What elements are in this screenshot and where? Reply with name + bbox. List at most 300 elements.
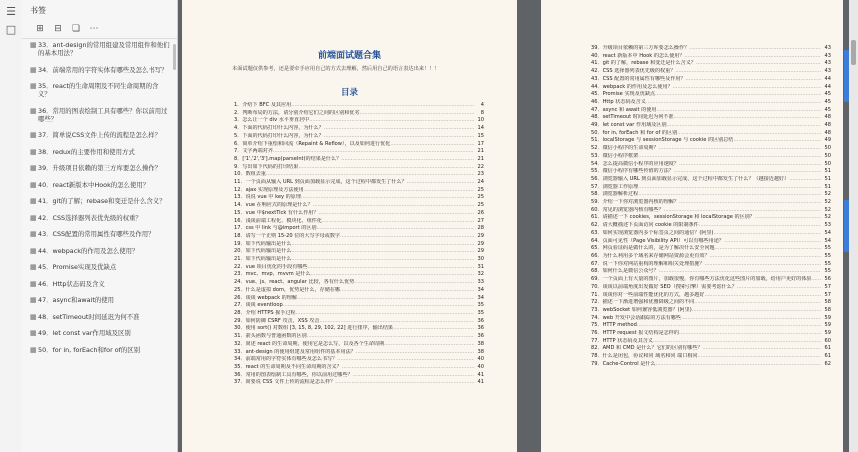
toc-entry[interactable] (234, 164, 484, 172)
toc-page-number: 48 (824, 129, 831, 136)
toc-entry[interactable] (591, 284, 831, 292)
toc-entry[interactable] (234, 225, 484, 233)
toc-entry-title: 57．浏览器工作原理 (591, 183, 639, 190)
toc-entry[interactable] (591, 261, 831, 269)
toc-leader-dots (311, 271, 474, 279)
toc-entry-title: 5．下面的代码打印什么内容，为什么？ (234, 132, 324, 139)
bookmarks-sidebar (22, 0, 178, 452)
toc-entry[interactable] (591, 330, 831, 338)
bookmark-icon: ▦ (30, 329, 37, 337)
toc-page-number: 55 (824, 268, 831, 275)
toc-leader-dots (390, 141, 474, 149)
toc-entry-title: 77．HTTP 状态码及其含义 (591, 337, 653, 344)
toc-entry[interactable] (591, 114, 831, 122)
toc-leader-dots (304, 187, 474, 195)
toc-leader-dots (655, 91, 821, 99)
toc-leader-dots (656, 361, 821, 369)
toc-leader-dots (384, 341, 474, 349)
bookmark-item[interactable] (22, 329, 177, 337)
bookmark-icon: ▦ (30, 82, 37, 90)
toc-entry[interactable] (234, 117, 484, 125)
bookmark-icon: ▦ (30, 346, 37, 354)
toc-entry[interactable] (234, 333, 484, 341)
toc-leader-dots (317, 225, 474, 233)
toc-entry-title: 40．react 新版本中 Hook 的怎么使用？ (591, 52, 685, 59)
toc-entry[interactable] (234, 341, 484, 349)
toc-leader-dots (283, 302, 474, 310)
toc-entry[interactable] (234, 102, 484, 110)
toc-entry-title: 2．判断布局的方法，请分别介绍它们之间的区别和优劣 (234, 109, 360, 116)
toc-entry-title: 63．如何实现浏览器内多个标签页之间的通信？(阿里) (591, 229, 714, 236)
toc-page-number: 14 (477, 125, 484, 132)
toc-leader-dots (694, 299, 821, 307)
bookmark-icon: ▦ (30, 280, 37, 288)
toc-leader-dots (266, 171, 474, 179)
bookmark-label: 42．CSS选择器列表优先级的权重？ (38, 214, 142, 222)
toc-entry[interactable] (591, 245, 831, 253)
bookmark-label: 35．react的生命周期及不同生命周期的含义？ (38, 82, 159, 98)
bookmark-icon: ▦ (30, 313, 37, 321)
bookmark-item[interactable] (22, 197, 177, 205)
toc-page-number: 35 (477, 309, 484, 316)
document-page-1 (182, 0, 517, 452)
toc-leader-dots (704, 292, 821, 300)
toc-entry-title: 32．简述 react 的生命周期，使用它是怎么写，以及各个生命周期 (234, 340, 385, 347)
toc-entry-title: 31．箭头函数与普通函数的区别 (234, 333, 307, 340)
bookmark-label: 39．升级项目依赖的第三方库要怎么操作？ (38, 164, 162, 172)
toc-entry[interactable] (591, 84, 831, 92)
toc-entry[interactable] (591, 299, 831, 307)
toc-leader-dots (675, 68, 821, 76)
toc-entry[interactable] (591, 207, 831, 215)
document-intro: 本面试题仅供参考，还是要牵手应用自己的方式去理解，然后用自己的语言表达出来！！！ (232, 66, 440, 72)
toc-leader-dots (320, 318, 475, 326)
toc-leader-dots (296, 310, 474, 318)
toc-entry[interactable] (234, 241, 484, 249)
toc-entry[interactable] (234, 110, 484, 118)
toc-entry[interactable] (234, 295, 484, 303)
toc-entry[interactable] (234, 356, 484, 364)
toc-entry-title: 21．如下代码输出是什么 (234, 256, 292, 263)
toc-leader-dots (337, 356, 474, 364)
bookmark-item[interactable] (22, 107, 177, 123)
toc-page-number: 29 (477, 248, 484, 255)
bookmark-icon: ▦ (30, 263, 37, 271)
toc-entry[interactable] (591, 230, 831, 238)
toc-leader-dots (407, 179, 474, 187)
toc-entry-title: 66．为什么利用多个域名来存储网站资源会更有效？ (591, 252, 710, 259)
toc-page-number: 55 (824, 245, 831, 252)
toc-entry[interactable] (234, 287, 484, 295)
toc-page-number: 55 (824, 252, 831, 259)
toc-entry-title: 27．谈谈 eventloop (234, 302, 283, 309)
toc-page-number: 50 (824, 145, 831, 152)
toc-entry-title: 65．网页验证码是做什么的，是为了解决什么安全问题 (591, 245, 715, 252)
toc-entry[interactable] (591, 60, 831, 68)
toc-entry[interactable] (234, 133, 484, 141)
toc-entry-title: 19．如下代码输出是什么 (234, 240, 292, 247)
toc-page-number: 34 (477, 294, 484, 301)
bookmark-item[interactable] (22, 164, 177, 172)
options-icon[interactable]: ⋯ (89, 24, 99, 34)
toc-entry[interactable] (591, 168, 831, 176)
toc-page-number: 25 (477, 186, 484, 193)
bookmark-item[interactable] (22, 131, 177, 139)
toc-leader-dots (301, 194, 474, 202)
collapse-all-icon[interactable]: ⊟ (54, 24, 62, 34)
toc-entry[interactable] (591, 238, 831, 246)
toc-page-number: 36 (477, 325, 484, 332)
toc-entry[interactable] (591, 76, 831, 84)
comments-panel-icon[interactable]: □ (5, 23, 17, 36)
toc-entry[interactable] (591, 322, 831, 330)
toc-entry-title: 9．写出如下代码的打印结果 (234, 163, 299, 170)
left-icon-rail (0, 0, 23, 452)
bookmark-item[interactable] (22, 214, 177, 222)
toc-entry[interactable] (591, 68, 831, 76)
toc-entry-title: 4．下面的代码打印什么内容，为什么？ (234, 125, 324, 132)
toc-entry-title: 45．Promise 实现及优缺点 (591, 91, 656, 98)
toc-leader-dots (324, 133, 474, 141)
toc-leader-dots (704, 261, 821, 269)
toc-leader-dots (664, 207, 821, 215)
toc-entry-title: 60．常见的浏览器内核有哪些？ (591, 206, 664, 213)
bookmark-item[interactable] (22, 230, 177, 238)
toc-entry[interactable] (234, 372, 484, 380)
bookmark-item[interactable] (22, 181, 177, 189)
toc-page-number: 57 (824, 283, 831, 290)
toc-page-number: 61 (824, 353, 831, 360)
bookmarks-panel-icon[interactable]: ☰ (6, 5, 16, 18)
toc-leader-dots (638, 184, 821, 192)
toc-page-number: 40 (477, 356, 484, 363)
toc-entry[interactable] (591, 222, 831, 230)
toc-leader-dots (393, 325, 474, 333)
toc-page-number: 36 (477, 333, 484, 340)
toc-entry-title: 17．css 中 link 与@import 的区别 (234, 225, 317, 232)
toc-entry[interactable] (234, 171, 484, 179)
bookmark-item[interactable] (22, 82, 177, 98)
toc-leader-dots (342, 364, 474, 372)
toc-entry-title: 49．let const var 作用域及区别 (591, 122, 667, 129)
toc-entry-title: 41．git 的了解，rebase 和变迁是什么含义？ (591, 60, 696, 67)
toc-page-number: 54 (824, 229, 831, 236)
toc-entry[interactable] (234, 271, 484, 279)
toc-entry-title: 6．简单介绍下重绘和回流（Repaint & Reflow），以及如何进行优化 (234, 140, 391, 147)
bookmark-label: 45．Promise实现及优缺点 (38, 263, 117, 271)
toc-entry[interactable] (591, 184, 831, 192)
toc-entry-title: 55．微信小程序有哪些传值的方法？ (591, 168, 674, 175)
bookmark-icon: ▦ (30, 107, 37, 115)
toc-entry-title: 30．使用 sort() 对数组 [3, 15, 8, 29, 102, 22] 进行排序，输出结果 (234, 325, 394, 332)
toc-entry[interactable] (234, 148, 484, 156)
toc-leader-dots (353, 372, 474, 380)
toc-leader-dots (692, 307, 821, 315)
toc-entry[interactable] (591, 292, 831, 300)
toc-page-number: 28 (477, 225, 484, 232)
bookmark-label: 38．redux的主要作用和使用方式 (38, 148, 135, 156)
toc-entry-title: 34．前端常用的字符实体有哪些及怎么书写？ (234, 356, 338, 363)
toc-leader-dots (724, 238, 821, 246)
toc-entry-title: 26．谈谈 webpack 的理解 (234, 294, 297, 301)
toc-entry-title: 56．浏览器输入 URL 到页面加载显示完成，这个过程中都发生了什么？（越接近越好） (591, 175, 790, 182)
toc-leader-dots (291, 102, 474, 110)
toc-entry[interactable] (591, 107, 831, 115)
toc-entry-title: 39．升级项目依赖的第三方库要怎么操作？ (591, 45, 690, 51)
toc-page-number: 51 (824, 175, 831, 182)
bookmark-item[interactable] (22, 247, 177, 255)
toc-entry-title: 51．localStorage 与 sessionStorage 与 cookie 的区别总结 (591, 137, 734, 144)
toc-entry-title: 36．常用的图表绘制工具有哪些，你以前用过哪些？ (234, 371, 353, 378)
toc-page-number: 54 (824, 237, 831, 244)
bookmark-label: 41．git的了解；rebase和变迁是什么含义？ (38, 197, 166, 205)
toc-entry[interactable] (234, 202, 484, 210)
toc-leader-dots (696, 60, 821, 68)
bookmark-icon: ▦ (30, 296, 37, 304)
sidebar-scrollbar[interactable] (173, 44, 176, 70)
toc-page-number: 4 (480, 102, 484, 108)
toc-entry[interactable] (234, 302, 484, 310)
toc-entry[interactable] (591, 315, 831, 323)
toc-page-number: 29 (477, 240, 484, 247)
toc-page-number: 48 (824, 114, 831, 121)
toc-entry-title: 10．数组去重 (234, 171, 266, 178)
toc-entry[interactable] (591, 191, 831, 199)
toc-entry[interactable] (591, 137, 831, 145)
toc-leader-dots (667, 122, 821, 130)
toc-entry-title: 68．如何什么是微信公众号？ (591, 268, 659, 275)
toc-entry[interactable] (234, 379, 484, 387)
toc-entry-title: 18．请写一个正则 15-20 位的大写字母或数字 (234, 232, 341, 239)
toc-entry[interactable] (591, 153, 831, 161)
toc-leader-dots (702, 345, 821, 353)
toc-page-number: 31 (477, 263, 484, 270)
toc-page-number: 43 (824, 60, 831, 67)
toc-entry[interactable] (591, 345, 831, 353)
toc-entry-title: 15．vue 中$nextTick 有什么作用？ (234, 209, 319, 216)
toc-entry[interactable] (591, 99, 831, 107)
toc-leader-dots (319, 210, 475, 218)
toc-leader-dots (710, 253, 821, 261)
toc-leader-dots (637, 322, 821, 330)
toc-leader-dots (340, 287, 474, 295)
toc-entry[interactable] (591, 130, 831, 138)
toc-page-number: 34 (477, 286, 484, 293)
toc-page-number: 8 (480, 109, 484, 116)
bookmark-item[interactable] (22, 296, 177, 304)
toc-page-number: 40 (477, 363, 484, 370)
bookmark-item[interactable] (22, 66, 177, 74)
toc-entry-title: 67．说一下你对网站重构的理解和相关处理措施？ (591, 260, 705, 267)
toc-entry-title: 62．请大概描述下页面访问 cookie 的限制条件 (591, 222, 699, 229)
toc-entry[interactable] (591, 145, 831, 153)
toc-entry[interactable] (234, 141, 484, 149)
toc-entry[interactable] (234, 187, 484, 195)
toc-entry-title: 20．如下代码输出是什么 (234, 248, 292, 255)
bookmark-label: 34．前端常用的字符实体有哪些及怎么书写？ (38, 66, 168, 74)
toc-leader-dots (811, 276, 821, 284)
toc-entry-title: 50．for in, forEach 和 for of 的区别 (591, 129, 678, 136)
bookmark-add-icon[interactable]: ❏ (71, 24, 81, 34)
toc-leader-dots (298, 164, 474, 172)
toc-leader-dots (324, 125, 474, 133)
toc-page-number: 48 (824, 122, 831, 129)
toc-page-number: 26 (477, 209, 484, 216)
toc-page-number: 43 (824, 45, 831, 51)
toc-entry[interactable] (234, 279, 484, 287)
toc-leader-dots (679, 199, 821, 207)
toc-page-number: 36 (477, 317, 484, 324)
bookmark-item[interactable] (22, 263, 177, 271)
toc-page-number: 41 (477, 371, 484, 378)
toc-entry[interactable] (234, 218, 484, 226)
toc-entry-title: 33．ant-design 的使用组建及常用组件的基本用法？ (234, 348, 356, 355)
toc-entry[interactable] (591, 53, 831, 61)
toc-entry[interactable] (591, 361, 831, 369)
toc-entry[interactable] (234, 233, 484, 241)
toc-entry[interactable] (591, 199, 831, 207)
toc-leader-dots (684, 53, 821, 61)
toc-entry-title: 44．webpack 的作用及怎么使用？ (591, 83, 673, 90)
toc-entry[interactable] (234, 264, 484, 272)
toc-entry[interactable] (591, 122, 831, 130)
toc-entry[interactable] (591, 268, 831, 276)
toc-leader-dots (679, 161, 821, 169)
toc-list-page-1 (234, 102, 484, 387)
toc-page-number: 25 (477, 194, 484, 201)
toc-leader-dots (308, 264, 474, 272)
toc-entry[interactable] (591, 45, 831, 53)
toc-entry[interactable] (591, 338, 831, 346)
toc-entry[interactable] (234, 194, 484, 202)
toc-page-number: 35 (477, 302, 484, 309)
toc-list-page-2 (591, 45, 831, 369)
toc-entry[interactable] (591, 353, 831, 361)
toc-entry[interactable] (591, 214, 831, 222)
document-scrollbar[interactable] (849, 0, 858, 452)
side-tab-top[interactable] (844, 50, 849, 102)
toc-entry[interactable] (591, 253, 831, 261)
toc-entry-title: 47．async 和 await 的使用 (591, 106, 657, 113)
toc-entry[interactable] (591, 307, 831, 315)
toc-entry[interactable] (234, 248, 484, 256)
toc-leader-dots (291, 256, 474, 264)
toc-entry-title: 69．一个页面上有大量的图片，加载很慢，你有哪些方法优化这些图片的加载，给用户更好的体验 (591, 276, 812, 283)
toc-entry-title: 78．什么是闭包，协议和同 域名和同 端口相同 (591, 353, 698, 360)
toc-entry[interactable] (234, 210, 484, 218)
toc-leader-dots (673, 84, 821, 92)
toc-entry-title: 1．介绍下 BFC 及其应用 (234, 102, 292, 108)
toc-page-number: 33 (477, 279, 484, 286)
toc-leader-dots (638, 153, 821, 161)
toc-leader-dots (291, 241, 474, 249)
toc-page-number: 45 (824, 106, 831, 113)
toc-page-number: 25 (477, 202, 484, 209)
toc-leader-dots (313, 202, 474, 210)
toc-entry[interactable] (591, 176, 831, 184)
bookmark-label: 33．ant-design的常用组建及常用组件和他们的基本用法？ (38, 41, 170, 57)
toc-page-number: 50 (824, 160, 831, 167)
bookmark-item[interactable] (22, 313, 177, 321)
bookmark-icon: ▦ (30, 164, 37, 172)
toc-entry-title: 14．vue 在响应式的原理是什么？ (234, 202, 313, 209)
toc-entry-title: 28．介绍 HTTPS 握手过程 (234, 309, 296, 316)
bookmark-label: 44．webpack的作用及怎么使用？ (38, 247, 139, 255)
toc-leader-dots (291, 248, 474, 256)
toc-page-number: 51 (824, 183, 831, 190)
toc-leader-dots (714, 230, 821, 238)
toc-entry[interactable] (234, 325, 484, 333)
toc-entry[interactable] (234, 364, 484, 372)
toc-entry[interactable] (234, 256, 484, 264)
toc-entry-title: 52．微信小程序的生命周期？ (591, 145, 659, 152)
toc-entry[interactable] (234, 310, 484, 318)
toc-entry[interactable] (234, 179, 484, 187)
toc-entry-title: 53．微信小程序框架 (591, 152, 639, 159)
toc-leader-dots (354, 279, 474, 287)
toc-entry-title: 74．web 开发中会话跟踪的方法有哪些 (591, 314, 681, 321)
toc-leader-dots (646, 99, 821, 107)
toc-page-number: 45 (824, 98, 831, 105)
toc-entry-title: 22．vue 项目优化的手段有哪些 (234, 263, 308, 270)
toc-leader-dots (653, 338, 821, 346)
toc-entry[interactable] (591, 276, 831, 284)
scrollbar-thumb[interactable] (851, 40, 856, 65)
toc-entry[interactable] (234, 156, 484, 164)
toc-page-number: 23 (477, 171, 484, 178)
toc-entry[interactable] (234, 125, 484, 133)
bookmark-item[interactable] (22, 346, 177, 354)
toc-page-number: 61 (824, 345, 831, 352)
toc-page-number: 32 (477, 271, 484, 278)
toc-page-number: 50 (824, 152, 831, 159)
bookmark-icon: ▦ (30, 197, 37, 205)
toc-leader-dots (659, 145, 821, 153)
toc-leader-dots (699, 222, 821, 230)
toc-leader-dots (686, 76, 821, 84)
toc-page-number: 24 (477, 179, 484, 186)
toc-leader-dots (689, 45, 821, 53)
toc-page-number: 21 (477, 148, 484, 155)
expand-all-icon[interactable]: ⊞ (36, 24, 44, 34)
toc-leader-dots (360, 110, 475, 118)
toc-entry-title: 23．mvc、mvp、mvvm 是什么 (234, 271, 311, 278)
toc-page-number: 21 (477, 155, 484, 162)
toc-page-number: 45 (824, 91, 831, 98)
toc-entry[interactable] (234, 318, 484, 326)
toc-entry-title: 72．描述一下渐进增强和优雅降级之间的不同 (591, 299, 695, 306)
toc-page-number: 55 (824, 260, 831, 267)
toc-leader-dots (656, 107, 821, 115)
bookmark-list (22, 39, 177, 354)
bookmark-item[interactable] (22, 148, 177, 156)
toc-entry-title: 43．CSS 配置的常用属性有哪些及作用？ (591, 75, 686, 82)
toc-page-number: 10 (477, 117, 484, 124)
toc-page-number: 38 (477, 348, 484, 355)
bookmark-item[interactable] (22, 280, 177, 288)
toc-leader-dots (789, 176, 821, 184)
side-tab-bottom[interactable] (844, 200, 849, 252)
bookmark-item[interactable] (22, 41, 177, 57)
toc-page-number: 41 (477, 379, 484, 386)
toc-leader-dots (677, 130, 821, 138)
toc-leader-dots (737, 284, 821, 292)
toc-entry[interactable] (591, 161, 831, 169)
toc-leader-dots (733, 137, 821, 145)
toc-entry[interactable] (591, 91, 831, 99)
toc-leader-dots (297, 295, 474, 303)
toc-entry[interactable] (234, 349, 484, 357)
